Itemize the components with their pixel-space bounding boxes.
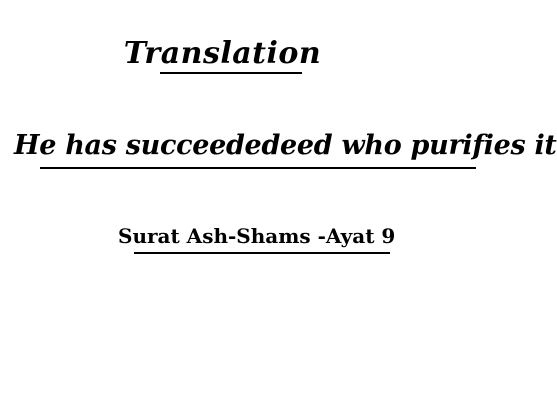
translation-underline [40, 167, 476, 169]
reference-underline [134, 252, 390, 254]
verse-reference: Surat Ash-Shams -Ayat 9 [118, 224, 396, 248]
translation-heading: Translation [123, 36, 322, 71]
translation-text: He has succeededeed who purifies it [14, 130, 557, 161]
heading-underline [160, 72, 302, 74]
